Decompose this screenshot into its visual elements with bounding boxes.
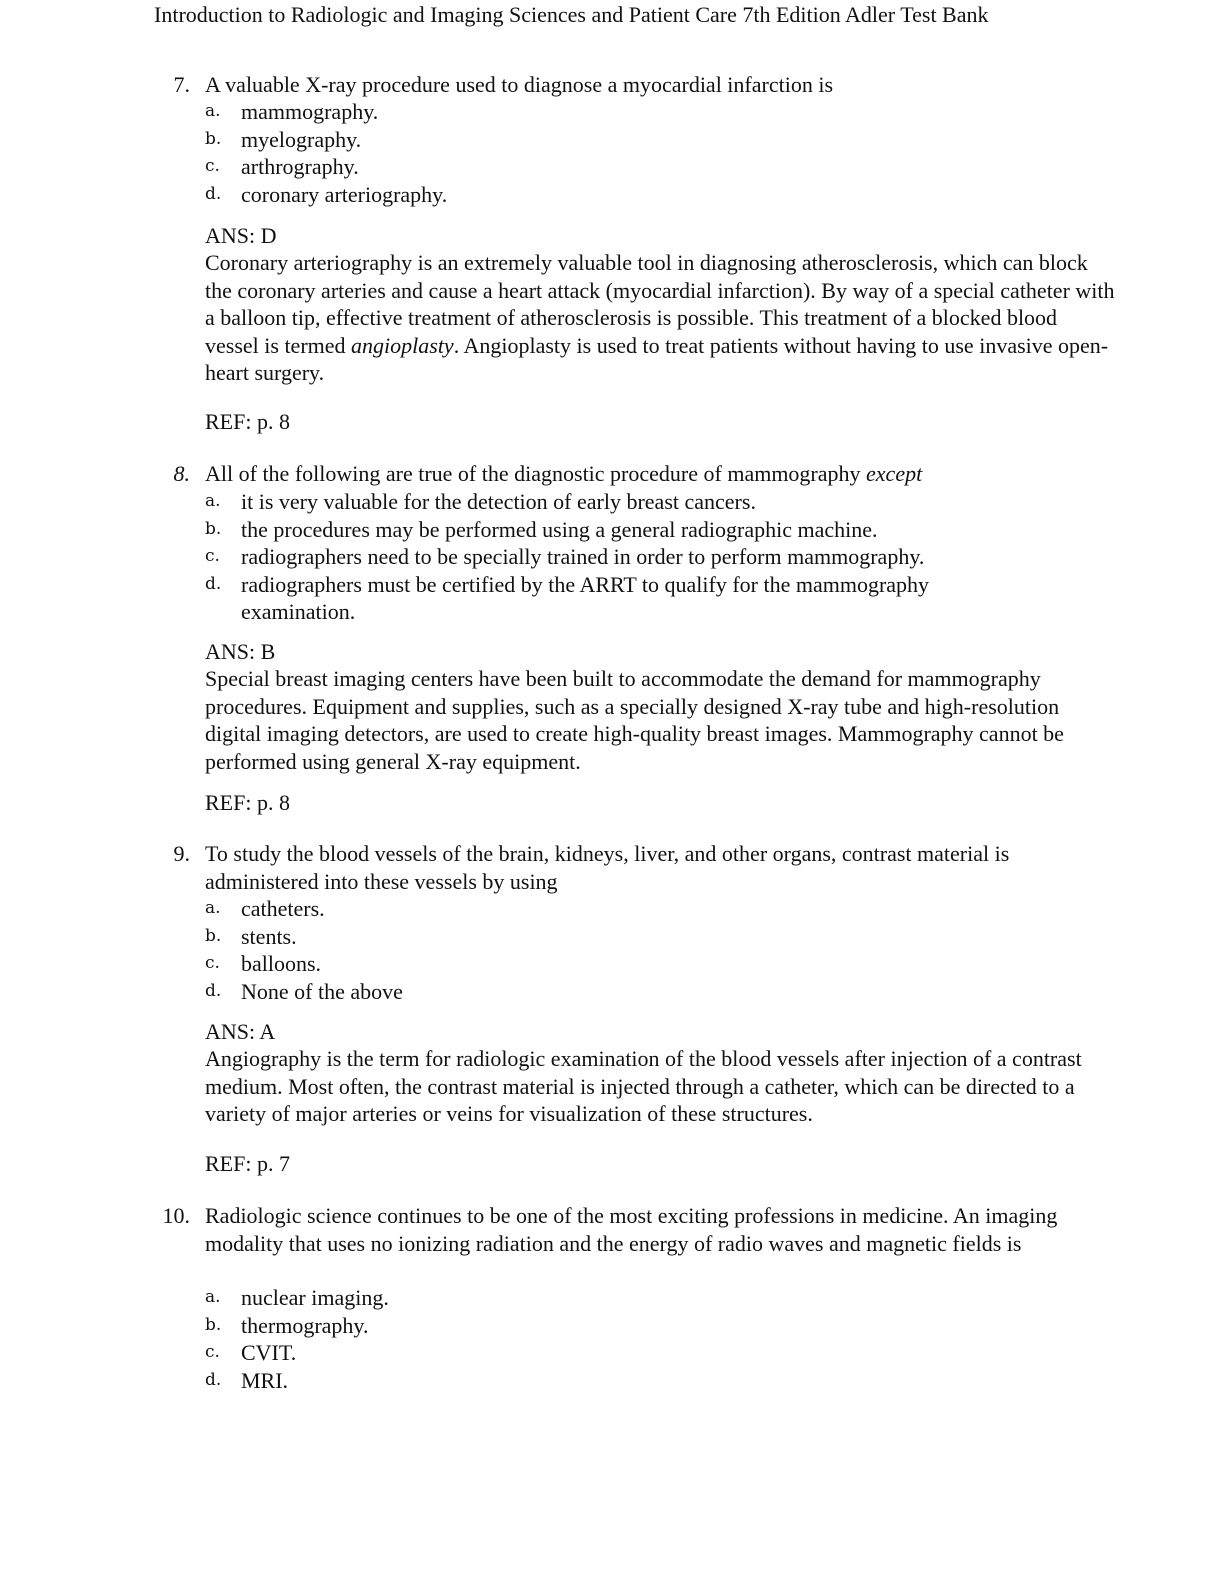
choice-a (205, 98, 1115, 126)
stem-text: All of the following are true of the diagnostic procedure of mammography (205, 461, 867, 486)
stem-emphasis: except (866, 461, 923, 486)
choice-text: radiographers need to be specially trained in order to perform mammography. (241, 544, 925, 569)
answer-key: ANS: A (205, 1019, 276, 1044)
answer-choices (205, 98, 1115, 208)
choice-d (205, 571, 1021, 626)
choice-text: the procedures may be performed using a general radiographic machine. (241, 516, 878, 542)
question-stem: Radiologic science continues to be one of the most exciting professions in medicine. An imaging modality that uses no ionizing radiation and the energy of radio waves and magnetic fields is (205, 1203, 1058, 1256)
page-reference: REF: p. 8 (205, 790, 290, 815)
choice-letter: a. (205, 898, 221, 918)
choice-letter: a. (205, 491, 221, 511)
choice-b (205, 516, 1115, 544)
answer-choices (205, 1284, 1115, 1394)
choice-letter: b. (205, 925, 222, 946)
choice-a (205, 488, 1115, 516)
choice-text: nuclear imaging. (241, 1285, 389, 1310)
rationale-emphasis: angioplasty (351, 332, 454, 358)
choice-text: thermography. (241, 1312, 369, 1338)
choice-text: MRI. (241, 1367, 289, 1393)
choice-letter: c. (205, 156, 220, 176)
answer-choices (205, 488, 1115, 626)
choice-letter: b. (205, 518, 222, 539)
choice-b (205, 923, 1115, 951)
choice-letter: a. (205, 1287, 221, 1307)
choice-letter: a. (205, 101, 221, 121)
choice-d (205, 978, 1115, 1006)
question-number: 8. (173, 461, 190, 486)
choice-text: None of the above (241, 978, 403, 1004)
page-reference: REF: p. 7 (205, 1151, 290, 1176)
choice-letter: d. (205, 573, 222, 594)
choice-text: arthrography. (241, 154, 359, 179)
choice-d (205, 1367, 1115, 1395)
choice-letter: c. (205, 1342, 220, 1362)
choice-text: CVIT. (241, 1340, 297, 1365)
choice-b (205, 126, 1115, 154)
choice-letter: d. (205, 183, 222, 204)
answer-choices (205, 895, 1115, 1005)
choice-b (205, 1312, 1115, 1340)
choice-letter: b. (205, 1314, 222, 1335)
choice-letter: c. (205, 546, 220, 566)
answer-key: ANS: B (205, 639, 276, 664)
answer-key: ANS: D (205, 223, 277, 248)
question-stem (205, 460, 1115, 488)
choice-letter: b. (205, 128, 222, 149)
choice-text: stents. (241, 923, 297, 949)
choice-text: balloons. (241, 951, 322, 976)
choice-text: it is very valuable for the detection of early breast cancers. (241, 489, 756, 514)
running-header: Introduction to Radiologic and Imaging Sciences and Patient Care 7th Edition Adler Test Bank (154, 2, 989, 27)
question-number: 7. (173, 72, 190, 97)
choice-text: mammography. (241, 99, 379, 124)
choice-c (205, 1339, 1115, 1367)
choice-c (205, 543, 1115, 571)
page-reference: REF: p. 8 (205, 409, 290, 434)
choice-c (205, 950, 1115, 978)
choice-d (205, 181, 1115, 209)
choice-text: myelography. (241, 126, 362, 152)
choice-text: coronary arteriography. (241, 181, 448, 207)
choice-letter: c. (205, 953, 220, 973)
question-number: 9. (173, 841, 190, 866)
choice-text: radiographers must be certified by the ARRT to qualify for the mammography examination. (241, 571, 930, 624)
answer-rationale: Special breast imaging centers have been built to accommodate the demand for mammography procedures. Equipment and supplies, such as a specially designed X-ray tube and high-resolution digital imaging detectors, are used to create high-quality breast images. Mammography cannot be performed using general X-ray equipment. (205, 666, 1064, 774)
choice-a (205, 895, 1115, 923)
choice-a (205, 1284, 1115, 1312)
choice-letter: d. (205, 980, 222, 1001)
rationale-text: Coronary arteriography is an extremely valuable tool in diagnosing atherosclerosis, which can block the coronary arteries and cause a heart attack (myocardial infarction). By way of a special catheter with a balloon tip, effective treatment of atherosclerosis is possible. This treatment of a blocked blood vessel is termed (205, 250, 1115, 358)
answer-rationale: Angiography is the term for radiologic examination of the blood vessels after injection of a contrast medium. Most often, the contrast material is injected through a catheter, which can be directed to a variety of major arteries or veins for visualization of these structures. (205, 1046, 1082, 1126)
question-stem: A valuable X-ray procedure used to diagnose a myocardial infarction is (205, 72, 833, 97)
answer-rationale (205, 249, 1115, 387)
question-number: 10. (162, 1203, 190, 1228)
choice-text: catheters. (241, 896, 325, 921)
choice-letter: d. (205, 1369, 222, 1390)
rationale-text: . Angioplasty is used to treat patients without having to use invasive open-heart surgery. (205, 332, 1109, 385)
choice-c (205, 153, 1115, 181)
question-stem: To study the blood vessels of the brain, kidneys, liver, and other organs, contrast material is administered into these vessels by using (205, 841, 1010, 894)
